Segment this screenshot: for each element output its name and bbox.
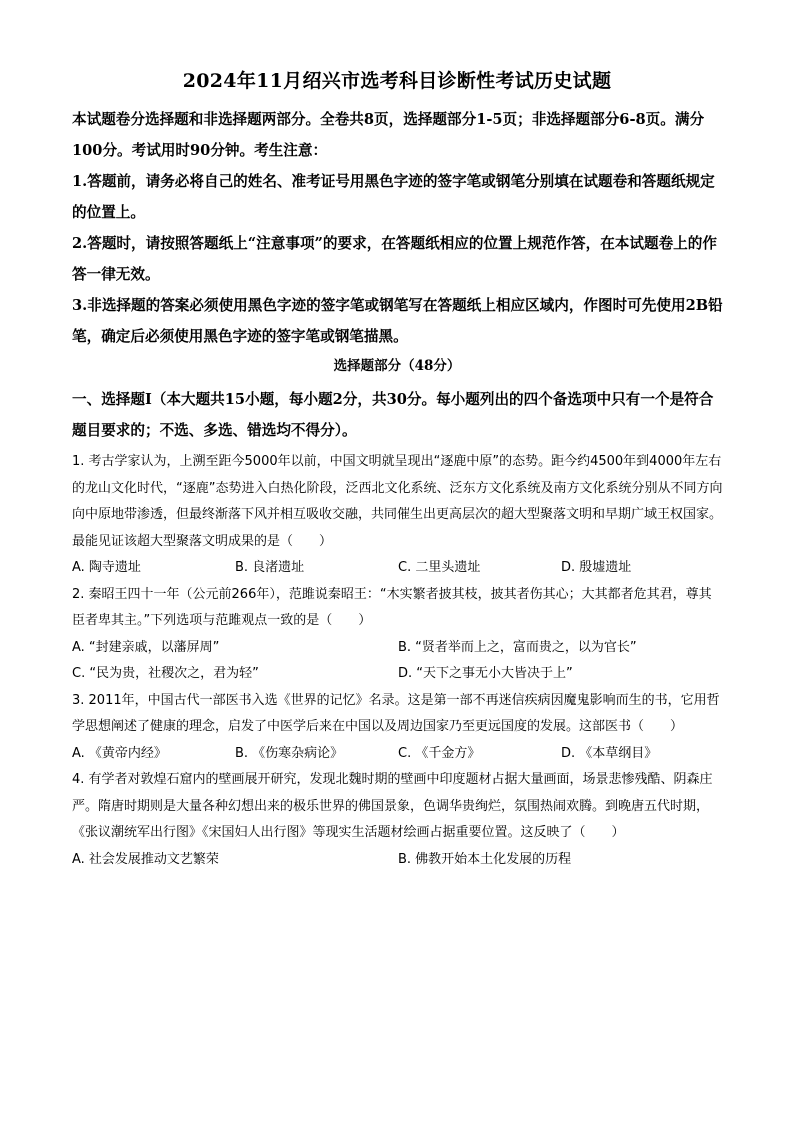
question-1-stem: 1. 考古学家认为，上溯至距今5000年以前，中国文明就呈现出“逐鹿中原”的态势。距今约4500年到4000年左右的龙山文化时代，“逐鹿”态势进入白热化阶段，泛西北文化系统、泛东方文化系统及南方文化系统分别从不同方向向中原地带渗透，但最终渐落下风并相互吸收交融，共同催生出更高层次的超大型聚落文明和早期广域王权国家。最能见证该超大型聚落文明成果的是（ ）: [72, 454, 723, 549]
question-4-stem: 4. 有学者对敦煌石窟内的壁画展开研究，发现北魏时期的壁画中印度题材占据大量画面，场景悲惨残酷、阴森庄严。隋唐时期则是大量各种幻想出来的极乐世界的佛国景象，色调华贵绚烂，氛围热闹欢腾。到晚唐五代时期，《张议潮统军出行图》《宋国妇人出行图》等现实生活题材绘画占据重要位置。这反映了（ ）: [72, 772, 713, 840]
question-2-option-d[interactable]: D. “天下之事无小大皆决于上”: [398, 666, 573, 681]
question-1-option-d[interactable]: D. 殷墟遗址: [561, 560, 632, 575]
question-1-option-b[interactable]: B. 良渚遗址: [235, 560, 305, 575]
part-heading-block: [72, 384, 724, 446]
question-2-options-row-1: [72, 635, 724, 662]
question-3-option-b[interactable]: B. 《伤寒杂病论》: [235, 745, 344, 761]
question-3-option-c[interactable]: C. 《千金方》: [398, 745, 481, 761]
exam-title: 2024年11月绍兴市选考科目诊断性考试历史试题: [182, 70, 612, 92]
question-3-stem: 3. 2011年，中国古代一部医书入选《世界的记忆》名录。这是第一部不再迷信疾病因魔鬼影响而生的书，它用哲学思想阐述了健康的理念，启发了中医学后来在中国以及周边国家乃至更远国度的发展。这部医书（ ）: [72, 692, 720, 734]
question-2: [72, 582, 724, 688]
question-1: [72, 449, 724, 582]
question-3-option-a[interactable]: A. 《黄帝内经》: [72, 745, 167, 761]
question-4-options-row-1: [72, 847, 724, 874]
instruction-2: 2.答题时，请按照答题纸上“注意事项”的要求，在答题纸相应的位置上规范作答，在本试题卷上的作答一律无效。: [72, 235, 717, 283]
question-2-options-row-2: [72, 661, 724, 688]
question-4-option-b[interactable]: B. 佛教开始本土化发展的历程: [398, 851, 572, 867]
instruction-1: 1.答题前，请务必将自己的姓名、准考证号用黑色字迹的签字笔或钢笔分别填在试题卷和答题纸规定的位置上。: [72, 173, 715, 221]
question-2-option-b[interactable]: B. “贤者举而上之，富而贵之，以为官长”: [398, 639, 637, 655]
instructions: [72, 104, 724, 352]
instruction-3: 3.非选择题的答案必须使用黑色字迹的签字笔或钢笔写在答题纸上相应区域内，作图时可先使用2B铅笔，确定后必须使用黑色字迹的签字笔或钢笔描黑。: [72, 297, 723, 345]
instruction-intro: 本试题卷分选择题和非选择题两部分。全卷共8页，选择题部分1-5页；非选择题部分6-8页。满分100分。考试用时90分钟。考生注意：: [72, 111, 705, 159]
part-heading: 一、选择题Ⅰ（本大题共15小题，每小题2分，共30分。每小题列出的四个备选项中只有一个是符合题目要求的；不选、多选、错选均不得分）。: [72, 391, 714, 439]
section-title: 选择题部分（48分）: [333, 358, 461, 374]
question-3: [72, 688, 724, 768]
question-4-option-a[interactable]: A. 社会发展推动文艺繁荣: [72, 851, 219, 867]
question-1-options: [72, 555, 724, 582]
question-2-option-a[interactable]: A. “封建亲戚，以藩屏周”: [72, 639, 220, 655]
question-2-option-c[interactable]: C. “民为贵，社稷次之，君为轻”: [72, 666, 259, 681]
question-4: [72, 767, 724, 873]
question-list: [72, 449, 724, 873]
question-3-option-d[interactable]: D. 《本草纲目》: [561, 745, 658, 761]
question-1-option-a[interactable]: A. 陶寺遗址: [72, 560, 141, 575]
question-2-stem: 2. 秦昭王四十一年（公元前266年），范雎说秦昭王：“木实繁者披其枝，披其者伤其心；大其都者危其君，尊其臣者卑其主。”下列选项与范雎观点一致的是（ ）: [72, 586, 712, 628]
question-3-options: [72, 741, 724, 768]
question-1-option-c[interactable]: C. 二里头遗址: [398, 560, 481, 575]
